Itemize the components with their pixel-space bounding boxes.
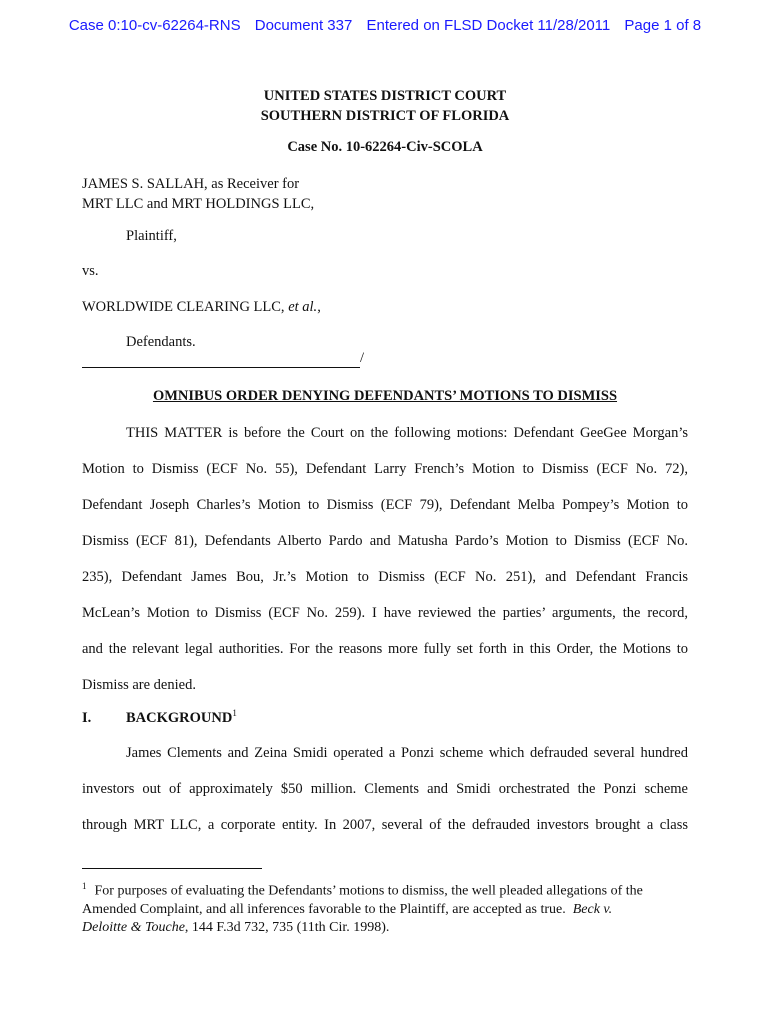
footnote-text-3: , 144 F.3d 732, 735 (11th Cir. 1998).	[184, 919, 390, 935]
court-title-line-1: UNITED STATES DISTRICT COURT	[263, 88, 507, 104]
background-line-1: James Clements and Zeina Smidi operated a Ponzi scheme which defrauded several hundred	[126, 745, 688, 761]
defendant-name-text: WORLDWIDE CLEARING LLC,	[82, 299, 285, 315]
background-line-3: through MRT LLC, a corporate entity. In 2007, several of the defrauded investors brought a class	[82, 817, 688, 833]
footnote-line-1	[82, 877, 692, 901]
footnote-line-2	[82, 901, 692, 919]
case-number: Case No. 10-62264-Civ-SCOLA	[287, 139, 483, 155]
stamp-case-number: Case 0:10-cv-62264-RNS	[68, 17, 241, 34]
intro-line-6: McLean’s Motion to Dismiss (ECF No. 259). I have reviewed the parties’ arguments, the record,	[82, 605, 688, 621]
footnote-reference: 1	[232, 708, 237, 718]
court-title-line-2: SOUTHERN DISTRICT OF FLORIDA	[260, 108, 510, 124]
intro-line-4: Dismiss (ECF 81), Defendants Alberto Pardo and Matusha Pardo’s Motion to Dismiss (ECF No.	[82, 533, 688, 549]
intro-line-3: Defendant Joseph Charles’s Motion to Dismiss (ECF 79), Defendant Melba Pompey’s Motion to	[82, 497, 688, 513]
plaintiff-line-2: MRT LLC and MRT HOLDINGS LLC,	[82, 196, 315, 212]
court-title	[0, 86, 770, 126]
stamp-document-number: Document 337	[254, 17, 353, 34]
intro-line-8: Dismiss are denied.	[82, 677, 196, 693]
plaintiff-line-1: JAMES S. SALLAH, as Receiver for	[82, 176, 300, 192]
footnote-separator	[82, 868, 262, 869]
intro-line-5: 235), Defendant James Bou, Jr.’s Motion to Dismiss (ECF No. 251), and Defendant Francis	[82, 569, 688, 585]
versus: vs.	[82, 263, 99, 279]
caption-underline	[82, 350, 360, 368]
plaintiff-role: Plaintiff,	[126, 228, 177, 244]
stamp-entered-date: Entered on FLSD Docket 11/28/2011	[366, 17, 611, 34]
footnote-text-2: Amended Complaint, and all inferences favorable to the Plaintiff, are accepted as true.	[82, 901, 566, 917]
footnote-marker: 1	[82, 881, 87, 891]
section-title: BACKGROUND	[126, 709, 233, 726]
defendant-et-al: et al.	[288, 299, 318, 315]
defendant-name	[82, 299, 321, 316]
background-line-2: investors out of approximately $50 million. Clements and Smidi orchestrated the Ponzi scheme	[82, 781, 688, 797]
section-heading-background	[82, 708, 237, 727]
defendant-role: Defendants.	[126, 334, 196, 350]
footnote	[82, 877, 692, 937]
footnote-line-3	[82, 919, 692, 937]
caption-rule	[82, 350, 364, 368]
defendant-comma: ,	[317, 299, 321, 315]
intro-line-2: Motion to Dismiss (ECF No. 55), Defendant Larry French’s Motion to Dismiss (ECF No. 72),	[82, 461, 688, 477]
intro-line-1: THIS MATTER is before the Court on the following motions: Defendant GeeGee Morgan’s	[126, 425, 688, 441]
section-number: I.	[82, 709, 92, 726]
footnote-text-1: For purposes of evaluating the Defendants’ motions to dismiss, the well pleaded allegations of the	[94, 883, 643, 899]
docket-stamp	[0, 17, 770, 34]
caption-rule-slash: /	[360, 350, 365, 366]
stamp-page-number: Page 1 of 8	[624, 17, 702, 34]
intro-line-7: and the relevant legal authorities. For the reasons more fully set forth in this Order, the Motions to	[82, 641, 688, 657]
footnote-case-cite-1: Beck v.	[572, 901, 613, 917]
footnote-case-cite-2: Deloitte & Touche	[82, 919, 185, 935]
plaintiff-name	[82, 174, 314, 214]
order-title: OMNIBUS ORDER DENYING DEFENDANTS’ MOTIONS TO DISMISS	[152, 388, 618, 404]
